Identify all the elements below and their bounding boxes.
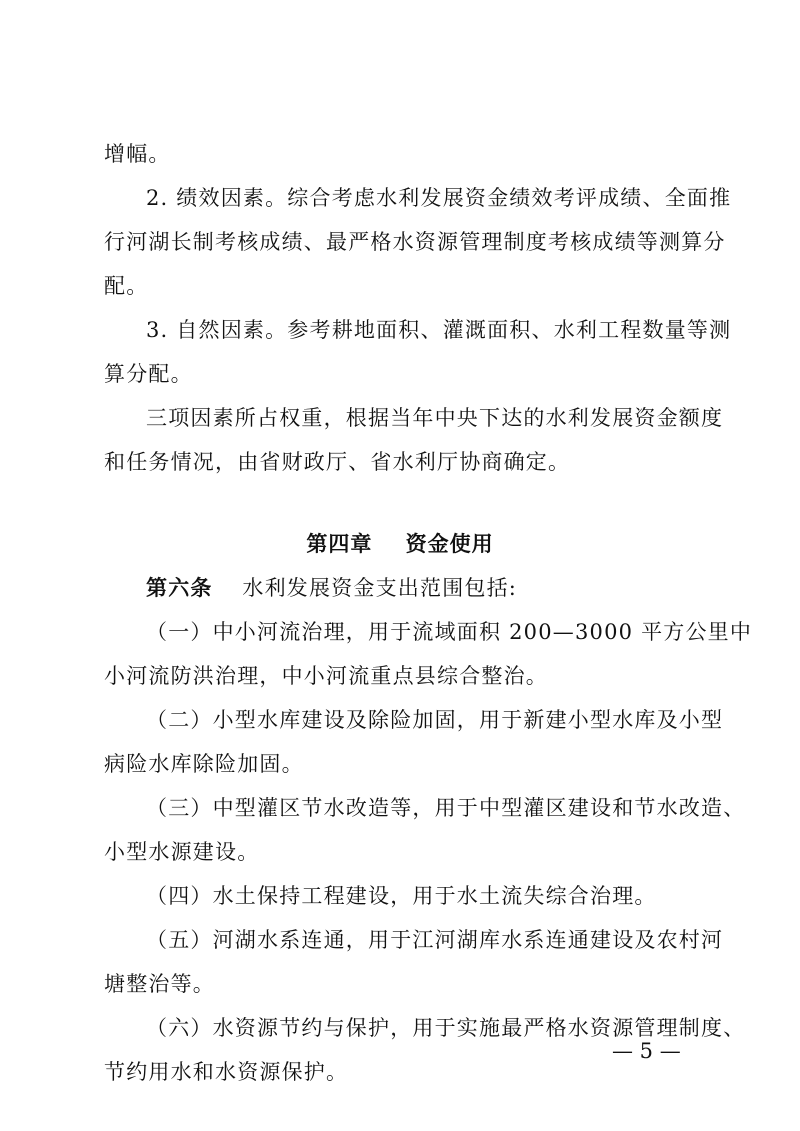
list-item-line: （三）中型灌区节水改造等，用于中型灌区建设和节水改造、 — [146, 796, 746, 820]
list-item-line: 小河流防洪治理，中小河流重点县综合整治。 — [104, 664, 548, 688]
paragraph-line: 行河湖长制考核成绩、最严格水资源管理制度考核成绩等测算分 — [104, 230, 726, 254]
paragraph-line: 配。 — [104, 274, 149, 298]
paragraph-line: 算分配。 — [104, 362, 193, 386]
list-item-line: （五）河湖水系连通，用于江河湖库水系连通建设及农村河 — [146, 928, 724, 952]
list-item-line: 小型水源建设。 — [104, 840, 260, 864]
chapter-heading: 第四章 资金使用 — [306, 532, 494, 556]
paragraph-line: 三项因素所占权重，根据当年中央下达的水利发展资金额度 — [146, 406, 724, 430]
article-label: 第六条 — [146, 576, 213, 600]
paragraph-line: 2. 绩效因素。综合考虑水利发展资金绩效考评成绩、全面推 — [146, 186, 732, 210]
list-item-line: 塘整治等。 — [104, 972, 215, 996]
list-item-line: 病险水库除险加固。 — [104, 752, 304, 776]
paragraph-line: 和任务情况，由省财政厅、省水利厅协商确定。 — [104, 450, 571, 474]
paragraph-line: 增幅。 — [104, 142, 171, 166]
list-item-line: （六）水资源节约与保护，用于实施最严格水资源管理制度、 — [146, 1016, 746, 1040]
paragraph-line: 3. 自然因素。参考耕地面积、灌溉面积、水利工程数量等测 — [146, 318, 732, 342]
article-line — [146, 574, 746, 602]
page-number: — 5 — — [612, 1039, 681, 1063]
list-item-line: （四）水土保持工程建设，用于水土流失综合治理。 — [146, 884, 657, 908]
list-item-line: 节约用水和水资源保护。 — [104, 1060, 349, 1084]
article-text: 水利发展资金支出范围包括: — [242, 576, 518, 600]
list-item-line: （一）中小河流治理，用于流域面积 200—3000 平方公里中 — [146, 620, 753, 644]
list-item-line: （二）小型水库建设及除险加固，用于新建小型水库及小型 — [146, 708, 724, 732]
